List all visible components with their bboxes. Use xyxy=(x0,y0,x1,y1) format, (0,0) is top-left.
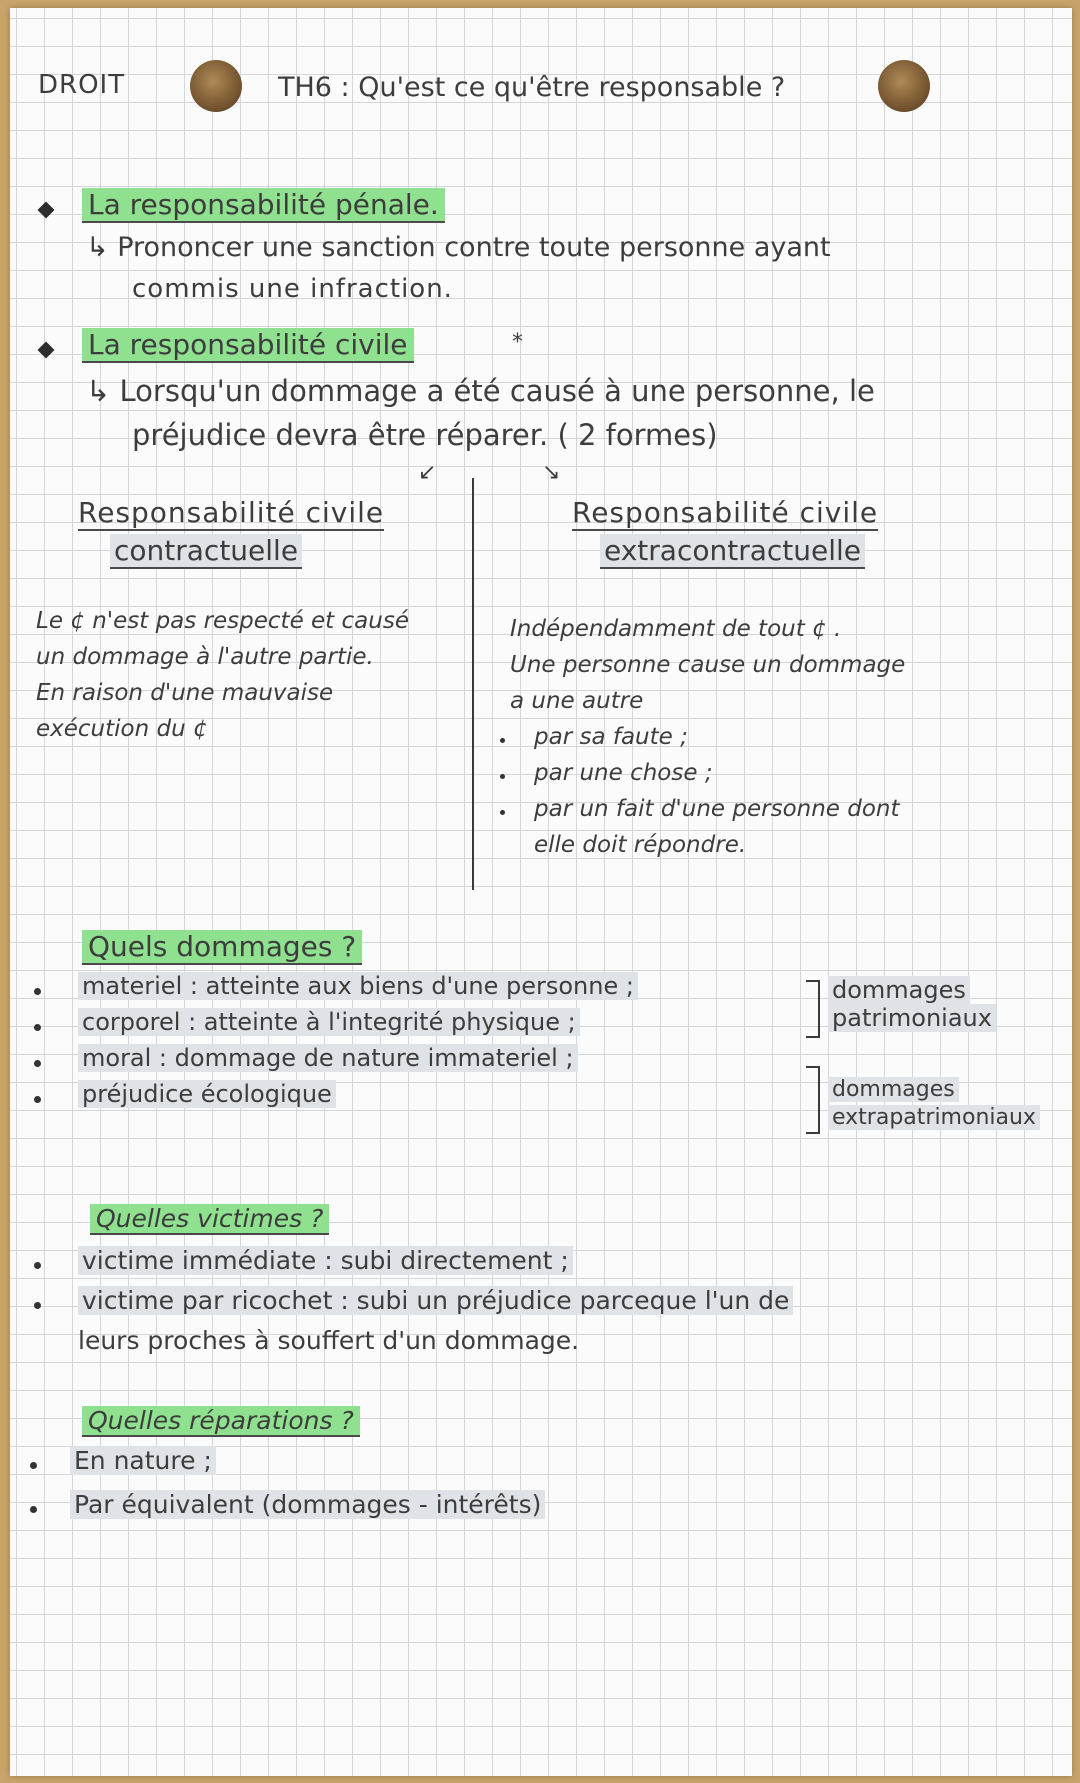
extracontractuelle-subtitle: extracontractuelle xyxy=(600,534,865,567)
arrow-down-right-icon: ↘ xyxy=(542,460,561,485)
contractuelle-line-4: exécution du ¢ xyxy=(36,716,208,742)
bullet-icon xyxy=(34,1060,41,1067)
civile-heading: La responsabilité civile xyxy=(82,328,414,361)
reparations-heading: Quelles réparations ? xyxy=(82,1406,360,1435)
victime-item-1: victime immédiate : subi directement ; xyxy=(78,1246,573,1275)
penale-line-1: ↳ Prononcer une sanction contre toute personne ayant xyxy=(86,232,831,263)
bullet-icon xyxy=(30,1506,37,1513)
extracontractuelle-line-2: Une personne cause un dommage xyxy=(510,652,906,678)
notebook-page xyxy=(10,8,1072,1776)
dommage-item-2: corporel : atteinte à l'integrité physique ; xyxy=(78,1008,580,1036)
dommage-item-4: préjudice écologique xyxy=(78,1080,336,1108)
group-extrapatrimoniaux: dommages extrapatrimoniaux xyxy=(828,1076,1040,1132)
contractuelle-line-3: En raison d'une mauvaise xyxy=(36,680,334,706)
extracontractuelle-title: Responsabilité civile xyxy=(572,496,879,529)
dommage-item-1: materiel : atteinte aux biens d'une personne ; xyxy=(78,972,638,1000)
bullet-icon xyxy=(34,1262,41,1269)
victime-item-2-continuation: leurs proches à souffert d'un dommage. xyxy=(78,1326,580,1355)
victimes-heading: Quelles victimes ? xyxy=(90,1204,329,1233)
binder-hole-right xyxy=(878,60,930,112)
bullet-icon xyxy=(30,1462,37,1469)
bullet-icon xyxy=(34,1024,41,1031)
reparation-item-1: En nature ; xyxy=(70,1446,216,1475)
penale-heading: La responsabilité pénale. xyxy=(82,188,445,221)
diamond-bullet-icon xyxy=(38,342,55,359)
contractuelle-subtitle: contractuelle xyxy=(110,534,302,567)
diamond-bullet-icon xyxy=(38,202,55,219)
page-title: TH6 : Qu'est ce qu'être responsable ? xyxy=(278,72,786,103)
bracket-extrapatrimoniaux xyxy=(806,1066,820,1134)
victime-item-2: victime par ricochet : subi un préjudice parceque l'un de xyxy=(78,1286,793,1315)
star-icon: * xyxy=(512,330,523,355)
bullet-icon xyxy=(500,810,505,815)
contractuelle-title: Responsabilité civile xyxy=(78,496,385,529)
extracontractuelle-line-1: Indépendamment de tout ¢ . xyxy=(510,616,842,642)
civile-line-1: ↳ Lorsqu'un dommage a été causé à une personne, le xyxy=(86,374,875,408)
dommages-heading: Quels dommages ? xyxy=(82,930,362,963)
penale-line-2: commis une infraction. xyxy=(132,274,453,304)
bracket-patrimoniaux xyxy=(806,980,820,1038)
dommage-item-3: moral : dommage de nature immateriel ; xyxy=(78,1044,578,1072)
binder-hole-left xyxy=(190,60,242,112)
bullet-icon xyxy=(34,1096,41,1103)
extracontractuelle-bullet-1: par sa faute ; xyxy=(534,724,688,750)
bullet-icon xyxy=(34,1302,41,1309)
civile-line-2: préjudice devra être réparer. ( 2 formes) xyxy=(132,418,718,452)
group-patrimoniaux: dommages patrimoniaux xyxy=(828,976,996,1032)
contractuelle-line-2: un dommage à l'autre partie. xyxy=(36,644,374,670)
contractuelle-line-1: Le ¢ n'est pas respecté et causé xyxy=(36,608,409,634)
extracontractuelle-bullet-3: par un fait d'une personne dont xyxy=(534,796,900,822)
extracontractuelle-bullet-4: elle doit répondre. xyxy=(534,832,747,858)
bullet-icon xyxy=(500,738,505,743)
extracontractuelle-bullet-2: par une chose ; xyxy=(534,760,713,786)
subject-label: DROIT xyxy=(38,70,126,100)
bullet-icon xyxy=(500,774,505,779)
extracontractuelle-line-3: a une autre xyxy=(510,688,644,714)
reparation-item-2: Par équivalent (dommages - intérêts) xyxy=(70,1490,545,1519)
bullet-icon xyxy=(34,988,41,995)
arrow-down-left-icon: ↙ xyxy=(418,460,437,485)
column-divider xyxy=(472,478,474,890)
